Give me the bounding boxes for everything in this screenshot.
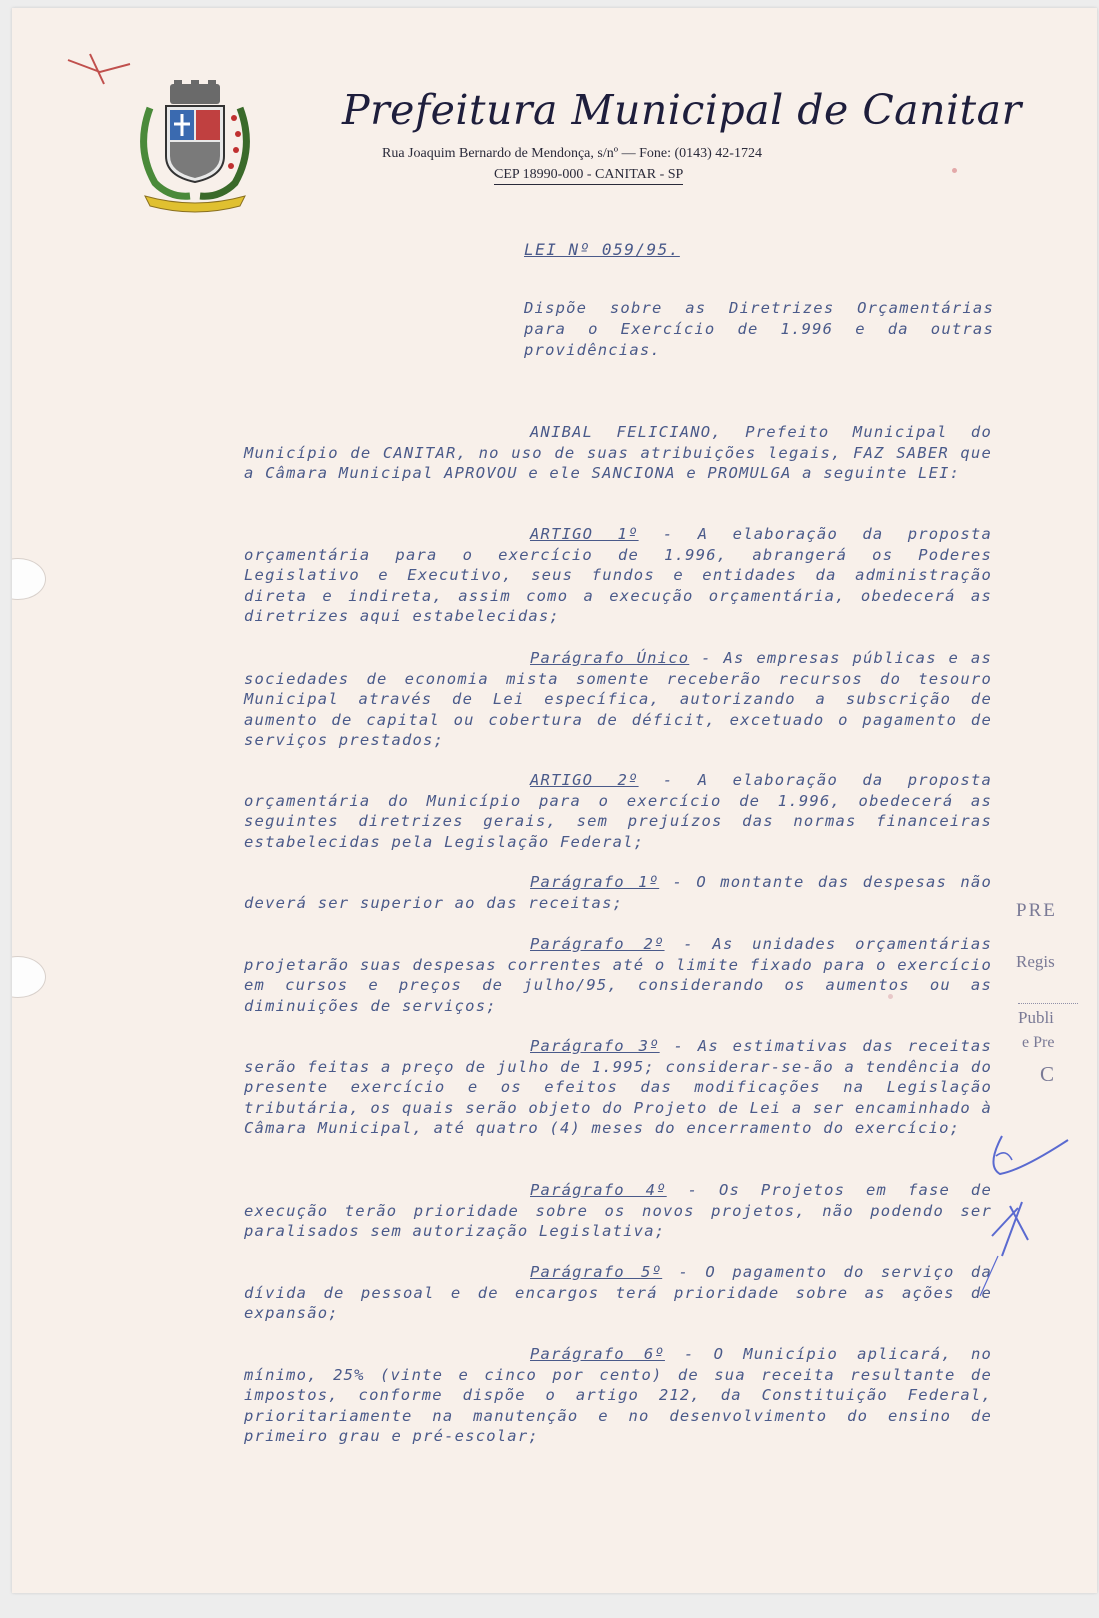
- paragraph-4-text: - Os Projetos em fase de execução terão prioridade sobre os novos projetos, não podendo ser paralisados sem autorização Legislativa;: [244, 1181, 992, 1241]
- law-title: LEI Nº 059/95.: [524, 240, 680, 259]
- article-1: [244, 524, 992, 627]
- handwritten-initials: [962, 1196, 1052, 1316]
- paragraph-2-heading: Parágrafo 2º: [530, 935, 665, 953]
- paragraph-1: [244, 872, 992, 913]
- letterhead-title: Prefeitura Municipal de Canitar: [342, 86, 1022, 134]
- stamp-line: PRE: [1016, 900, 1057, 921]
- paragraph-5-text: - O pagamento do serviço da dívida de pessoal e de encargos terá prioridade sobre as ações de expansão;: [244, 1263, 992, 1323]
- paragraph-unico-heading: Parágrafo Único: [530, 649, 690, 667]
- stamp-line: C: [1040, 1062, 1055, 1086]
- letterhead-cep: CEP 18990-000 - CANITAR - SP: [494, 167, 683, 185]
- preamble-text: ANIBAL FELICIANO, Prefeito Municipal do Município de CANITAR, no uso de suas atribuições legais, FAZ SABER que a Câmara Municipal APROVOU e ele SANCIONA e PROMULGA a seguinte LEI:: [244, 423, 992, 483]
- scan-mark: [952, 168, 957, 173]
- handwritten-signature: [982, 1126, 1072, 1186]
- paragraph-3: [244, 1036, 992, 1139]
- document-page: [12, 8, 1097, 1593]
- letterhead-address: Rua Joaquim Bernardo de Mendonça, s/nº — Fone: (0143) 42-1724: [382, 146, 762, 161]
- paragraph-2-text: - As unidades orçamentárias projetarão suas despesas correntes até o limite fixado para o exercício em cursos e preços de julho/95, considerando os aumentos ou as diminuições de serviços;: [244, 935, 992, 1015]
- paragraph-6-text: - O Município aplicará, no mínimo, 25% (vinte e cinco por cento) de sua receita resultante de impostos, conforme dispõe o artigo 212, da Constituição Federal, prioritariamente na manutenção e no desenvolvimento do ensino de primeiro grau e pré-escolar;: [244, 1345, 993, 1446]
- paragraph-3-heading: Parágrafo 3º: [530, 1037, 660, 1055]
- paragraph-6-heading: Parágrafo 6º: [530, 1345, 665, 1363]
- paragraph-1-heading: Parágrafo 1º: [530, 873, 660, 891]
- punch-hole: [12, 558, 46, 600]
- punch-hole: [12, 956, 46, 998]
- paragraph-4: [244, 1180, 992, 1242]
- paragraph-2: [244, 934, 992, 1016]
- article-2-text: - A elaboração da proposta orçamentária do Município para o exercício de 1.996, obedecerá as seguintes diretrizes gerais, sem prejuízos das normas financeiras estabelecidas pela Legislação Federal;: [244, 771, 992, 851]
- paragraph-1-text: - O montante das despesas não deverá ser superior ao das receitas;: [244, 873, 992, 912]
- stamp-line: Publi: [1018, 1008, 1054, 1027]
- preamble: [244, 422, 992, 484]
- paragraph-unico: [244, 648, 992, 751]
- paragraph-4-heading: Parágrafo 4º: [530, 1181, 667, 1199]
- stamp-line: e Pre: [1022, 1034, 1055, 1051]
- paragraph-5-heading: Parágrafo 5º: [530, 1263, 663, 1281]
- article-2-heading: ARTIGO 2º: [530, 771, 639, 789]
- article-1-text: - A elaboração da proposta orçamentária para o exercício de 1.996, abrangerá os Poderes Legislativo e Executivo, seus fundos e entidades da administração direta e indireta, assim como a execução orçamentária, obedecerá as diretrizes aqui estabelecidas;: [244, 525, 992, 626]
- paragraph-6: [244, 1344, 992, 1447]
- paragraph-unico-text: - As empresas públicas e as sociedades de economia mista somente receberão recursos do tesouro Municipal através de Lei específica, autorizando a subscrição de aumento de capital ou cobertura de déficit, excetuado o pagamento de serviços prestados;: [244, 649, 992, 750]
- stamp-line: Regis: [1016, 952, 1055, 971]
- article-2: [244, 770, 992, 852]
- law-ementa: Dispõe sobre as Diretrizes Orçamentárias para o Exercício de 1.996 e da outras providências.: [524, 299, 994, 359]
- paragraph-3-text: - As estimativas das receitas serão feitas a preço de julho de 1.995; considerar-se-ão a tendência do presente exercício e os efeitos das modificações na Legislação tributária, os quais serão objeto do Projeto de Lei a ser encaminhado à Câmara Municipal, até quatro (4) meses do encerramento do exercício;: [244, 1037, 992, 1138]
- corner-mark: [60, 42, 140, 92]
- article-1-heading: ARTIGO 1º: [530, 525, 639, 543]
- stamp-divider: [1018, 1003, 1078, 1004]
- coat-of-arms-icon: [130, 78, 260, 218]
- paragraph-5: [244, 1262, 992, 1324]
